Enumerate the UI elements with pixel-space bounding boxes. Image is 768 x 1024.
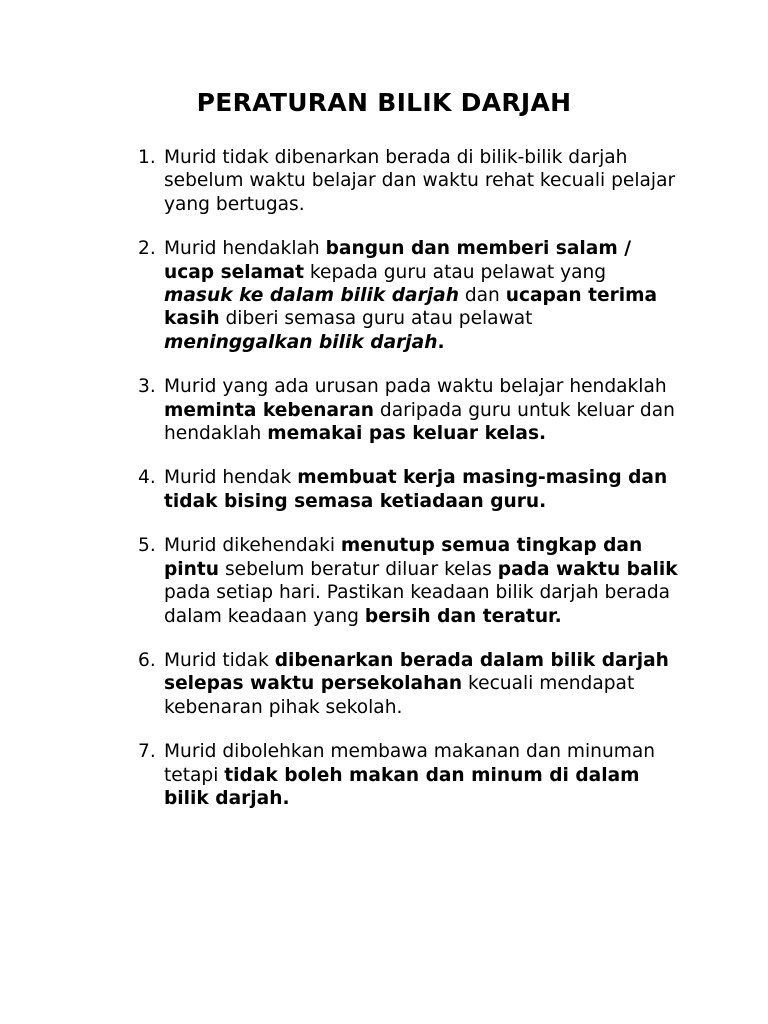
rule-text-segment: dibenarkan berada dalam bilik darjah selepas waktu persekolahan bbox=[164, 649, 669, 695]
rule-text-segment: masuk ke dalam bilik darjah bbox=[164, 285, 459, 307]
rule-text-segment: Murid tidak bbox=[164, 649, 275, 671]
rule-item bbox=[138, 466, 678, 513]
rule-item bbox=[138, 534, 678, 628]
rule-text-segment: meminta kebenaran bbox=[164, 399, 375, 421]
page-title: PERATURAN BILIK DARJAH bbox=[196, 88, 572, 117]
rule-text-segment: pada waktu balik bbox=[497, 558, 678, 580]
rule-text-segment: dan bbox=[458, 285, 506, 307]
rule-text-segment: tidak boleh makan dan minum di dalam bilik darjah. bbox=[164, 764, 640, 809]
rule-number: 6. bbox=[138, 649, 156, 671]
rule-item bbox=[138, 146, 678, 216]
rule-number: 2. bbox=[138, 238, 156, 260]
rule-text-segment: ucapan terima kasih bbox=[164, 285, 658, 330]
rule-text-segment: . bbox=[437, 331, 445, 353]
rules-list bbox=[138, 146, 678, 831]
rule-text-segment: pada setiap hari. Pastikan keadaan bilik darjah berada dalam keadaan yang bbox=[164, 582, 671, 627]
rule-number: 7. bbox=[138, 741, 156, 763]
rule-text-segment: Murid dibolehkan membawa makanan dan minuman tetapi bbox=[164, 741, 656, 786]
rule-item bbox=[138, 375, 678, 445]
rule-text-segment: Murid tidak dibenarkan berada di bilik-bilik darjah sebelum waktu belajar dan waktu rehat kecuali pelajar yang bertugas. bbox=[164, 147, 676, 215]
rule-text-segment: kepada guru atau pelawat yang bbox=[304, 261, 607, 283]
rule-text-segment: daripada guru untuk keluar dan hendaklah bbox=[164, 399, 675, 445]
rule-text-segment: Murid dikehendaki bbox=[164, 535, 341, 557]
rule-number: 5. bbox=[138, 535, 156, 557]
rule-number: 3. bbox=[138, 376, 156, 398]
rule-number: 4. bbox=[138, 467, 156, 489]
rule-text-segment: diberi semasa guru atau pelawat bbox=[219, 308, 533, 330]
rule-item bbox=[138, 649, 678, 719]
rule-text-segment: memakai pas keluar kelas. bbox=[267, 423, 547, 445]
rule-item bbox=[138, 740, 678, 810]
rule-text-segment: Murid yang ada urusan pada waktu belajar hendaklah bbox=[164, 376, 667, 398]
rule-text-segment: membuat kerja masing-masing dan tidak bising semasa ketiadaan guru. bbox=[164, 467, 668, 512]
rule-text-segment: menutup semua tingkap dan pintu bbox=[164, 535, 643, 580]
rule-text-segment: sebelum beratur diluar kelas bbox=[219, 558, 498, 580]
rule-number: 1. bbox=[138, 147, 156, 168]
rule-text-segment: Murid hendak bbox=[164, 467, 298, 489]
rule-item bbox=[138, 237, 678, 354]
rule-text-segment: kecuali mendapat kebenaran pihak sekolah. bbox=[164, 673, 635, 718]
rule-text-segment: bersih dan teratur. bbox=[364, 605, 562, 627]
rule-text-segment: bangun dan memberi salam / ucap selamat bbox=[164, 238, 631, 283]
rule-text-segment: Murid hendaklah bbox=[164, 238, 326, 260]
rule-text-segment: meninggalkan bilik darjah bbox=[164, 331, 438, 353]
